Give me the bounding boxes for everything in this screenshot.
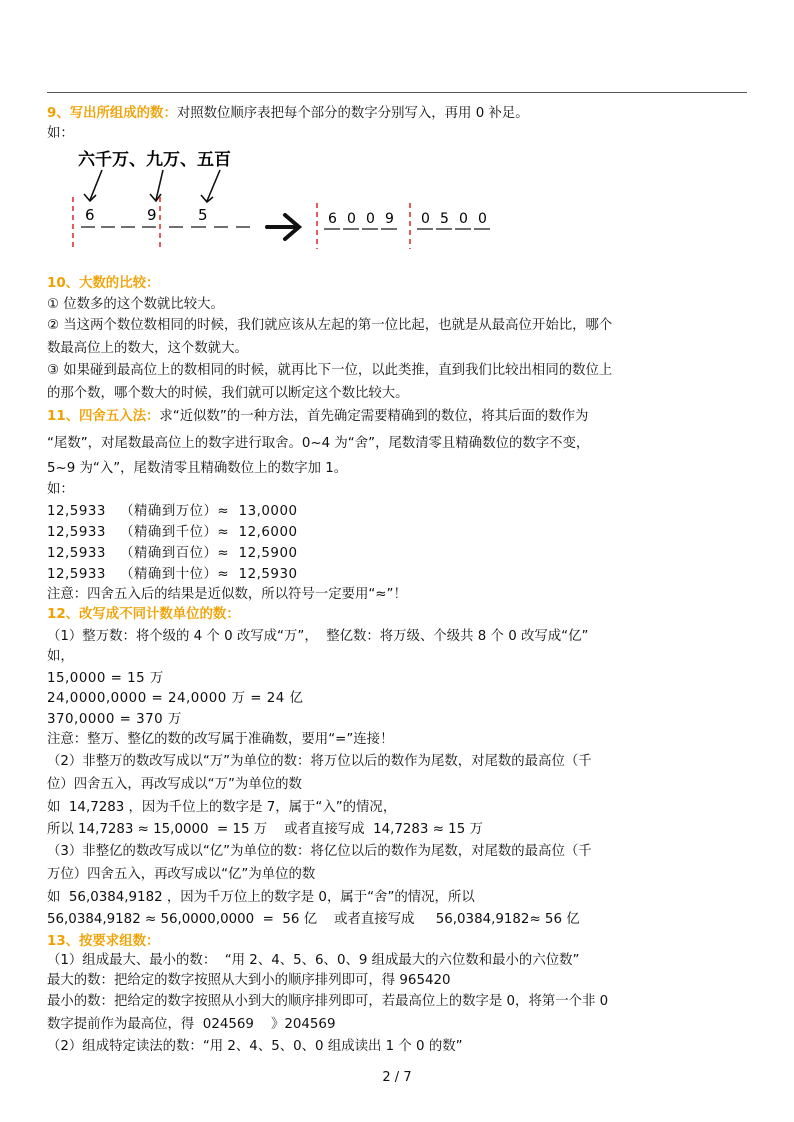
s10-line: ③ 如果碰到最高位上的数相同的时候，就再比下一位，以此类推，直到我们比较出相同的数位上 <box>47 363 613 378</box>
result-digit: 9 <box>385 211 394 227</box>
s13-heading: 13、按要求组数： <box>47 934 160 949</box>
s9-heading: 9、写出所组成的数： <box>47 106 177 121</box>
result-digit: 0 <box>478 211 487 227</box>
s10-line: 的那个数，哪个数大的时候，我们就可以断定这个数比较大。 <box>47 386 409 401</box>
left-digit: 5 <box>198 206 208 224</box>
s10-heading: 10、大数的比较： <box>47 276 160 291</box>
s9-line <box>47 105 529 123</box>
s12-line: 如 14,7283 ，因为千位上的数字是 7，属于“入”的情况， <box>47 800 397 815</box>
s10-line: ② 当这两个数位数相同的时候，我们就应该从左起的第一位比起，也就是从最高位开始比，哪个 <box>47 318 613 333</box>
result-digit: 0 <box>347 211 356 227</box>
page-number: 2 / 7 <box>382 1070 412 1085</box>
s13-line: 最小的数：把给定的数字按照从小到大的顺序排列即可，若最高位上的数字是 0，将第一个非 0 <box>47 994 609 1009</box>
s11-example-label: 如： <box>47 482 74 497</box>
s11-example: 12,5933 （精确到百位）≈ 12,5900 <box>47 546 298 561</box>
s11-line: “尾数”，对尾数最高位上的数字进行取舍。0~4 为“舍”，尾数清零且精确数位的数字不变， <box>47 436 590 451</box>
result-digit: 5 <box>440 211 449 227</box>
s12-line: 如 56,0384,9182 ，因为千万位上的数字是 0，属于“舍”的情况，所以 <box>47 890 475 905</box>
s12-line: 如， <box>47 649 74 664</box>
s12-line: 24,0000,0000 = 24,0000 万 = 24 亿 <box>47 691 304 706</box>
result-digits <box>328 211 487 227</box>
s11-note: 注意：四舍五入后的结果是近似数，所以符号一定要用“≈”！ <box>47 587 407 602</box>
s11-example: 12,5933 （精确到十位）≈ 12,5930 <box>47 567 298 582</box>
s11-line <box>47 408 588 426</box>
s12-line: 位）四舍五入，再改写成以“万”为单位的数 <box>47 777 302 792</box>
s12-line: （2）非整万的数改写成以“万”为单位的数：将万位以后的数作为尾数，对尾数的最高位（千 <box>47 754 592 769</box>
result-digit: 0 <box>421 211 430 227</box>
s10-line: ① 位数多的这个数就比较大。 <box>47 297 224 312</box>
result-digit: 6 <box>328 211 337 227</box>
result-digit: 0 <box>366 211 375 227</box>
s13-line: （2）组成特定读法的数：“用 2、4、5、0、0 组成读出 1 个 0 的数” <box>47 1039 463 1054</box>
big-arrow-icon <box>267 215 299 239</box>
digit-placement-diagram <box>60 145 520 255</box>
s12-note: 注意：整万、整亿的数的改写属于准确数，要用“=”连接！ <box>47 732 394 747</box>
s10-line: 数最高位上的数大，这个数就大。 <box>47 341 248 356</box>
s12-line: 万位）四舍五入，再改写成以“亿”为单位的数 <box>47 867 316 882</box>
left-digit: 9 <box>147 206 157 224</box>
diagram-label: 六千万、九万、五百 <box>78 150 231 170</box>
s12-line: （1）整万数：将个级的 4 个 0 改写成“万”， 整亿数：将万级、个级共 8 个 0 改写成“亿” <box>47 629 589 644</box>
s12-line: （3）非整亿的数改写成以“亿”为单位的数：将亿位以后的数作为尾数，对尾数的最高位（千 <box>47 844 592 859</box>
s11-example: 12,5933 （精确到万位）≈ 13,0000 <box>47 504 298 519</box>
left-digit: 6 <box>85 206 95 224</box>
s12-heading: 12、改写成不同计数单位的数： <box>47 607 240 622</box>
s12-line: 56,0384,9182 ≈ 56,0000,0000 = 56 亿 或者直接写成 56,0384,9182≈ 56 亿 <box>47 912 580 927</box>
s13-line: （1）组成最大、最小的数： “用 2、4、5、6、0、9 组成最大的六位数和最小的六位数” <box>47 953 580 968</box>
s12-line: 15,0000 = 15 万 <box>47 671 164 686</box>
s11-example: 12,5933 （精确到千位）≈ 12,6000 <box>47 525 298 540</box>
result-digit: 0 <box>459 211 468 227</box>
s12-line: 所以 14,7283 ≈ 15,0000 = 15 万 或者直接写成 14,7283 ≈ 15 万 <box>47 822 483 837</box>
s11-line: 5~9 为“入”，尾数清零且精确数位上的数字加 1。 <box>47 461 348 476</box>
s13-line: 最大的数：把给定的数字按照从大到小的顺序排列即可，得 965420 <box>47 973 451 988</box>
s12-line: 370,0000 = 370 万 <box>47 712 182 727</box>
s9-text: 对照数位顺序表把每个部分的数字分别写入，再用 0 补足。 <box>176 106 529 121</box>
header-rule <box>47 92 747 93</box>
s13-line: 数字提前作为最高位，得 024569 》204569 <box>47 1017 336 1032</box>
down-arrows <box>84 170 220 202</box>
s9-example-label: 如： <box>47 126 74 141</box>
s11-text: 求“近似数”的一种方法，首先确定需要精确到的数位，将其后面的数作为 <box>159 409 589 424</box>
s11-heading: 11、四舍五入法： <box>47 409 160 424</box>
